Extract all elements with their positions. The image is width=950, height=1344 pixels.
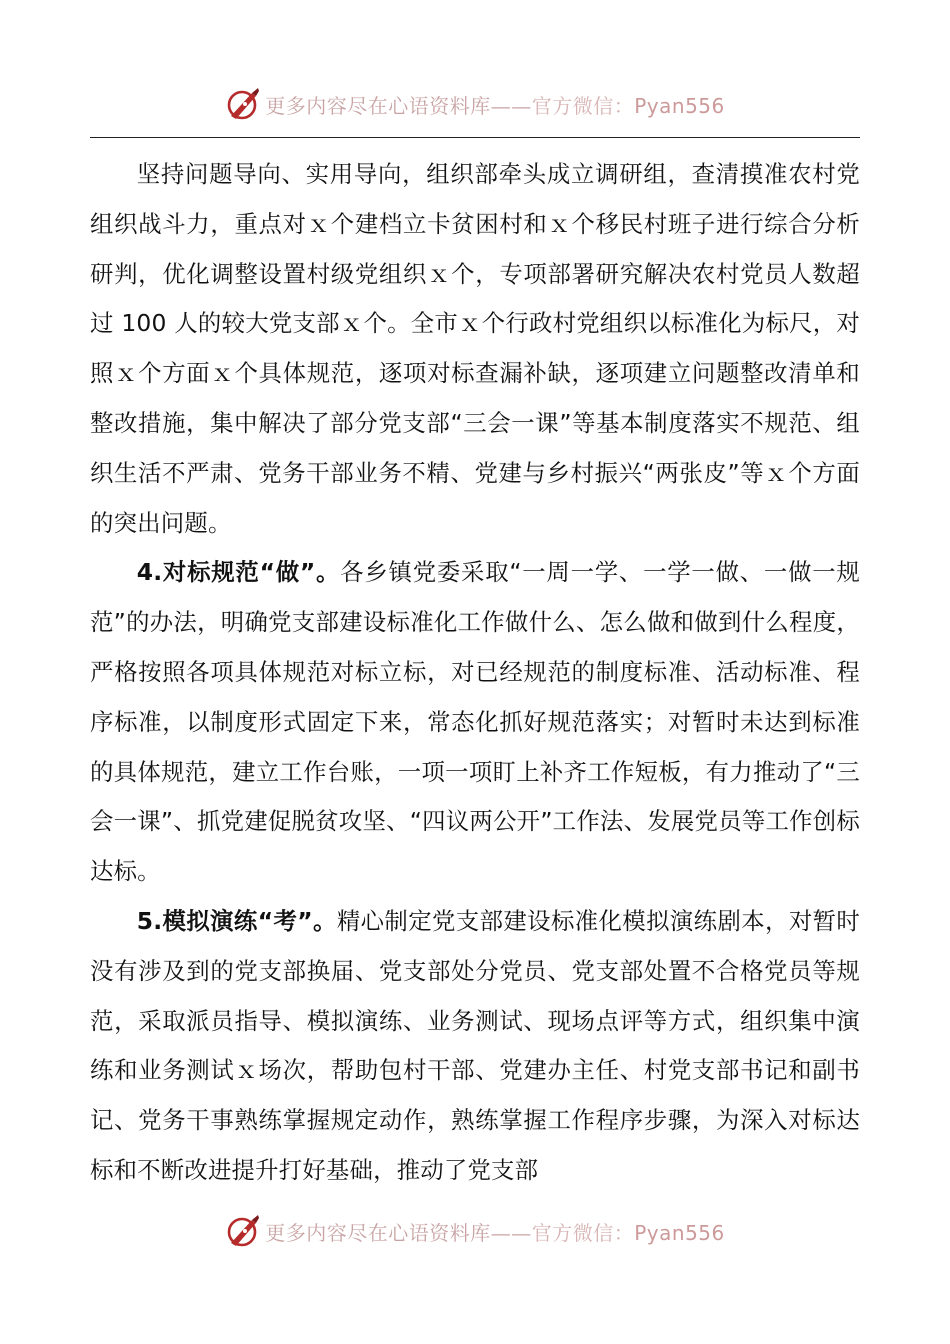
paragraph-1 xyxy=(90,150,860,548)
fountain-pen-logo-icon xyxy=(225,1213,261,1249)
footer-banner xyxy=(0,1211,950,1251)
header-divider xyxy=(90,137,860,138)
banner-wechat-id: Pyan556 xyxy=(634,1220,725,1245)
document-body xyxy=(90,150,860,1196)
header-banner xyxy=(0,84,950,124)
banner-wechat-id: Pyan556 xyxy=(634,93,725,118)
banner-slogan: 更多内容尽在心语资料库 xyxy=(265,93,491,118)
banner-separator: —— xyxy=(490,93,532,118)
paragraph-text: 精心制定党支部建设标准化模拟演练剧本，对暂时没有涉及到的党支部换届、党支部处分党员、党支部处置不合格党员等规范，采取派员指导、模拟演练、业务测试、现场点评等方式，组织集中演练和业务测试ｘ场次，帮助包村干部、党建办主任、村党支部书记和副书记、党务干事熟练掌握规定动作，熟练掌握工作程序步骤，为深入对标达标和不断改进提升打好基础，推动了党支部 xyxy=(90,906,861,1184)
paragraph-lead: 5.模拟演练“考”。 xyxy=(136,906,337,935)
paragraph-text: 坚持问题导向、实用导向，组织部牵头成立调研组，查清摸准农村党组织战斗力，重点对ｘ个建档立卡贫困村和ｘ个移民村班子进行综合分析研判，优化调整设置村级党组织ｘ个，专项部署研究解决农村党员人数超过 100 人的较大党支部ｘ个。全市ｘ个行政村党组织以标准化为标尺，对照ｘ个方面ｘ个具体规范，逐项对标查漏补缺，逐项建立问题整改清单和整改措施，集中解决了部分党支部“三会一课”等基本制度落实不规范、组织生活不严肃、党务干部业务不精、党建与乡村振兴“两张皮”等ｘ个方面的突出问题。 xyxy=(90,160,860,537)
paragraph-text: 各乡镇党委采取“一周一学、一学一做、一做一规范”的办法，明确党支部建设标准化工作做什么、怎么做和做到什么程度，严格按照各项具体规范对标立标，对已经规范的制度标准、活动标准、程序标准，以制度形式固定下来，常态化抓好规范落实；对暂时未达到标准的具体规范，建立工作台账，一项一项盯上补齐工作短板，有力推动了“三会一课”、抓党建促脱贫攻坚、“四议两公开”工作法、发展党员等工作创标达标。 xyxy=(90,558,860,886)
banner-slogan: 更多内容尽在心语资料库 xyxy=(265,1220,491,1245)
banner-separator: —— xyxy=(490,1220,532,1245)
paragraph-2 xyxy=(90,548,860,897)
footer-banner-text xyxy=(265,1217,725,1246)
header-banner-text xyxy=(265,90,725,119)
paragraph-3 xyxy=(90,897,860,1196)
fountain-pen-logo-icon xyxy=(225,86,261,122)
banner-wechat-label: 官方微信： xyxy=(531,1220,635,1245)
banner-wechat-label: 官方微信： xyxy=(531,93,635,118)
paragraph-lead: 4.对标规范“做”。 xyxy=(136,558,341,587)
